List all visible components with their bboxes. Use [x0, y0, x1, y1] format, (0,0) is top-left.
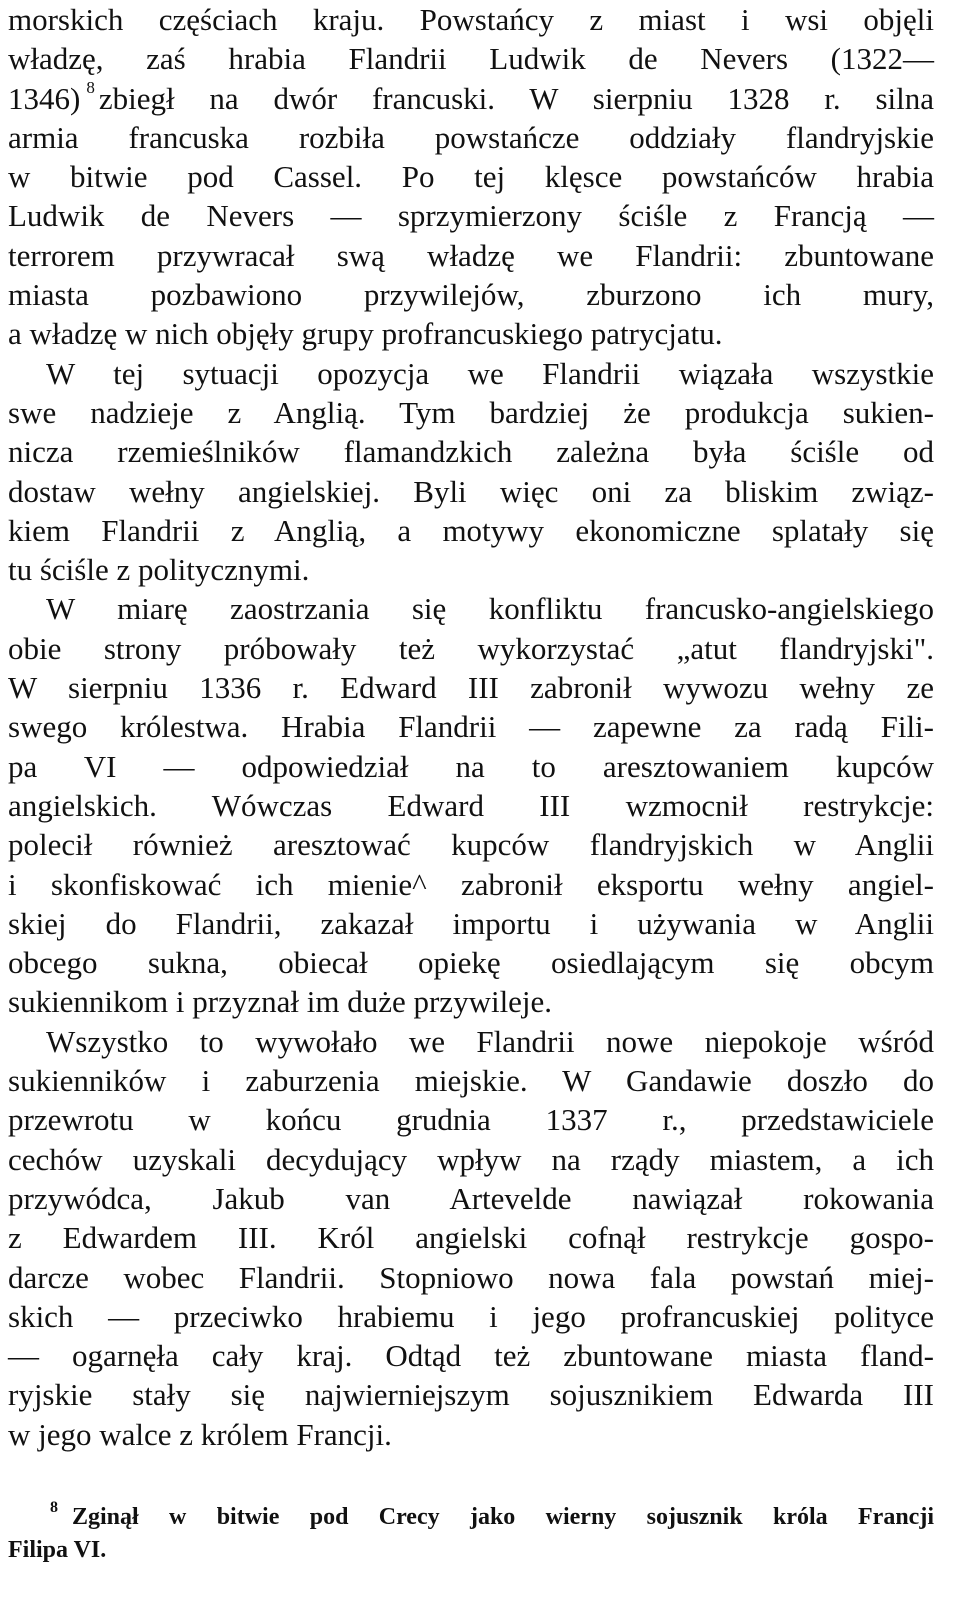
text-line: skich — przeciwko hrabiemu i jego profrancuskiej polityce: [8, 1298, 934, 1334]
text-line: tu ściśle z politycznymi.: [8, 552, 310, 588]
paragraph-1: [8, 0, 934, 354]
text-line: w jego walce z królem Francji.: [8, 1416, 392, 1452]
text-line: darcze wobec Flandrii. Stopniowo nowa fala powstań miej-: [8, 1259, 934, 1295]
text-line: polecił również aresztować kupców flandryjskich w Anglii: [8, 827, 934, 863]
text-line: swe nadzieje z Anglią. Tym bardziej że produkcja sukien-: [8, 394, 934, 430]
footnote-text: Zginął w bitwie pod Crecy jako wierny sojusznik króla Francji: [72, 1504, 934, 1530]
text-line: dostaw wełny angielskiej. Byli więc oni za bliskim związ-: [8, 473, 934, 509]
footnote-line: Filipa VI.: [8, 1537, 107, 1563]
text-line: władzę, zaś hrabia Flandrii Ludwik de Nevers (1322—: [8, 41, 934, 77]
text-line: swego królestwa. Hrabia Flandrii — zapewne za radą Fili-: [8, 709, 934, 745]
text-line: ryjskie stały się najwierniejszym sojusznikiem Edwarda III: [8, 1377, 934, 1413]
text-line-with-footnote: [8, 79, 934, 118]
text-line: morskich częściach kraju. Powstańcy z miast i wsi objęli: [8, 2, 934, 37]
footnote: [8, 1501, 934, 1567]
paragraph-3: [8, 589, 934, 1021]
footnote-reference: 8: [86, 77, 95, 97]
paragraph-2: [8, 354, 934, 590]
text-line: a władzę w nich objęły grupy profrancuskiego patrycjatu.: [8, 316, 723, 352]
text-line: — ogarnęła cały kraj. Odtąd też zbuntowane miasta fland-: [8, 1338, 934, 1374]
text-line: cechów uzyskali decydujący wpływ na rządy miastem, a ich: [8, 1141, 934, 1177]
text-line: miasta pozbawiono przywilejów, zburzono ich mury,: [8, 277, 934, 313]
text-line: kiem Flandrii z Anglią, a motywy ekonomiczne splatały się: [8, 512, 934, 548]
text-line: z Edwardem III. Król angielski cofnął restrykcje gospo-: [8, 1220, 934, 1256]
text-line: pa VI — odpowiedział na to aresztowaniem kupców: [8, 748, 934, 784]
text-line: terrorem przywracał swą władzę we Flandrii: zbuntowane: [8, 237, 934, 273]
text-line: obie strony próbowały też wykorzystać „atut flandryjski".: [8, 630, 934, 666]
footnote-mark: 8: [50, 1499, 58, 1516]
text-line: przywódca, Jakub van Artevelde nawiązał rokowania: [8, 1180, 934, 1216]
footnote-line: [8, 1501, 934, 1534]
text-line: w bitwie pod Cassel. Po tej klęsce powstańców hrabia: [8, 159, 934, 195]
text-line: skiej do Flandrii, zakazał importu i używania w Anglii: [8, 905, 934, 941]
text-line: angielskich. Wówczas Edward III wzmocnił restrykcje:: [8, 787, 934, 823]
text-line: sukienników i zaburzenia miejskie. W Gandawie doszło do: [8, 1063, 934, 1099]
text-line: Wszystko to wywołało we Flandrii nowe niepokoje wśród: [46, 1023, 934, 1059]
text-line: armia francuska rozbiła powstańcze oddziały flandryjskie: [8, 119, 934, 155]
text-line: Ludwik de Nevers — sprzymierzony ściśle z Francją —: [8, 198, 934, 234]
text-line: obcego sukna, obiecał opiekę osiedlającym się obcym: [8, 945, 934, 981]
text-line: sukiennikom i przyznał im duże przywileje.: [8, 984, 553, 1020]
text-line: W miarę zaostrzania się konfliktu francusko-angielskiego: [46, 591, 934, 627]
text-line: i skonfiskować ich mienie^ zabronił eksportu wełny angiel-: [8, 866, 934, 902]
text-line: przewrotu w końcu grudnia 1337 r., przedstawiciele: [8, 1102, 934, 1138]
text-line: nicza rzemieślników flamandzkich zależna była ściśle od: [8, 434, 934, 470]
text-line: W sierpniu 1336 r. Edward III zabronił wywozu wełny ze: [8, 670, 934, 706]
paragraph-4: [8, 1022, 934, 1454]
text-fragment: zbiegł na dwór francuski. W sierpniu 1328 r. silna: [98, 80, 934, 116]
document-body: [8, 0, 934, 1454]
text-fragment: 1346): [8, 80, 81, 116]
text-line: W tej sytuacji opozycja we Flandrii wiązała wszystkie: [46, 355, 934, 391]
